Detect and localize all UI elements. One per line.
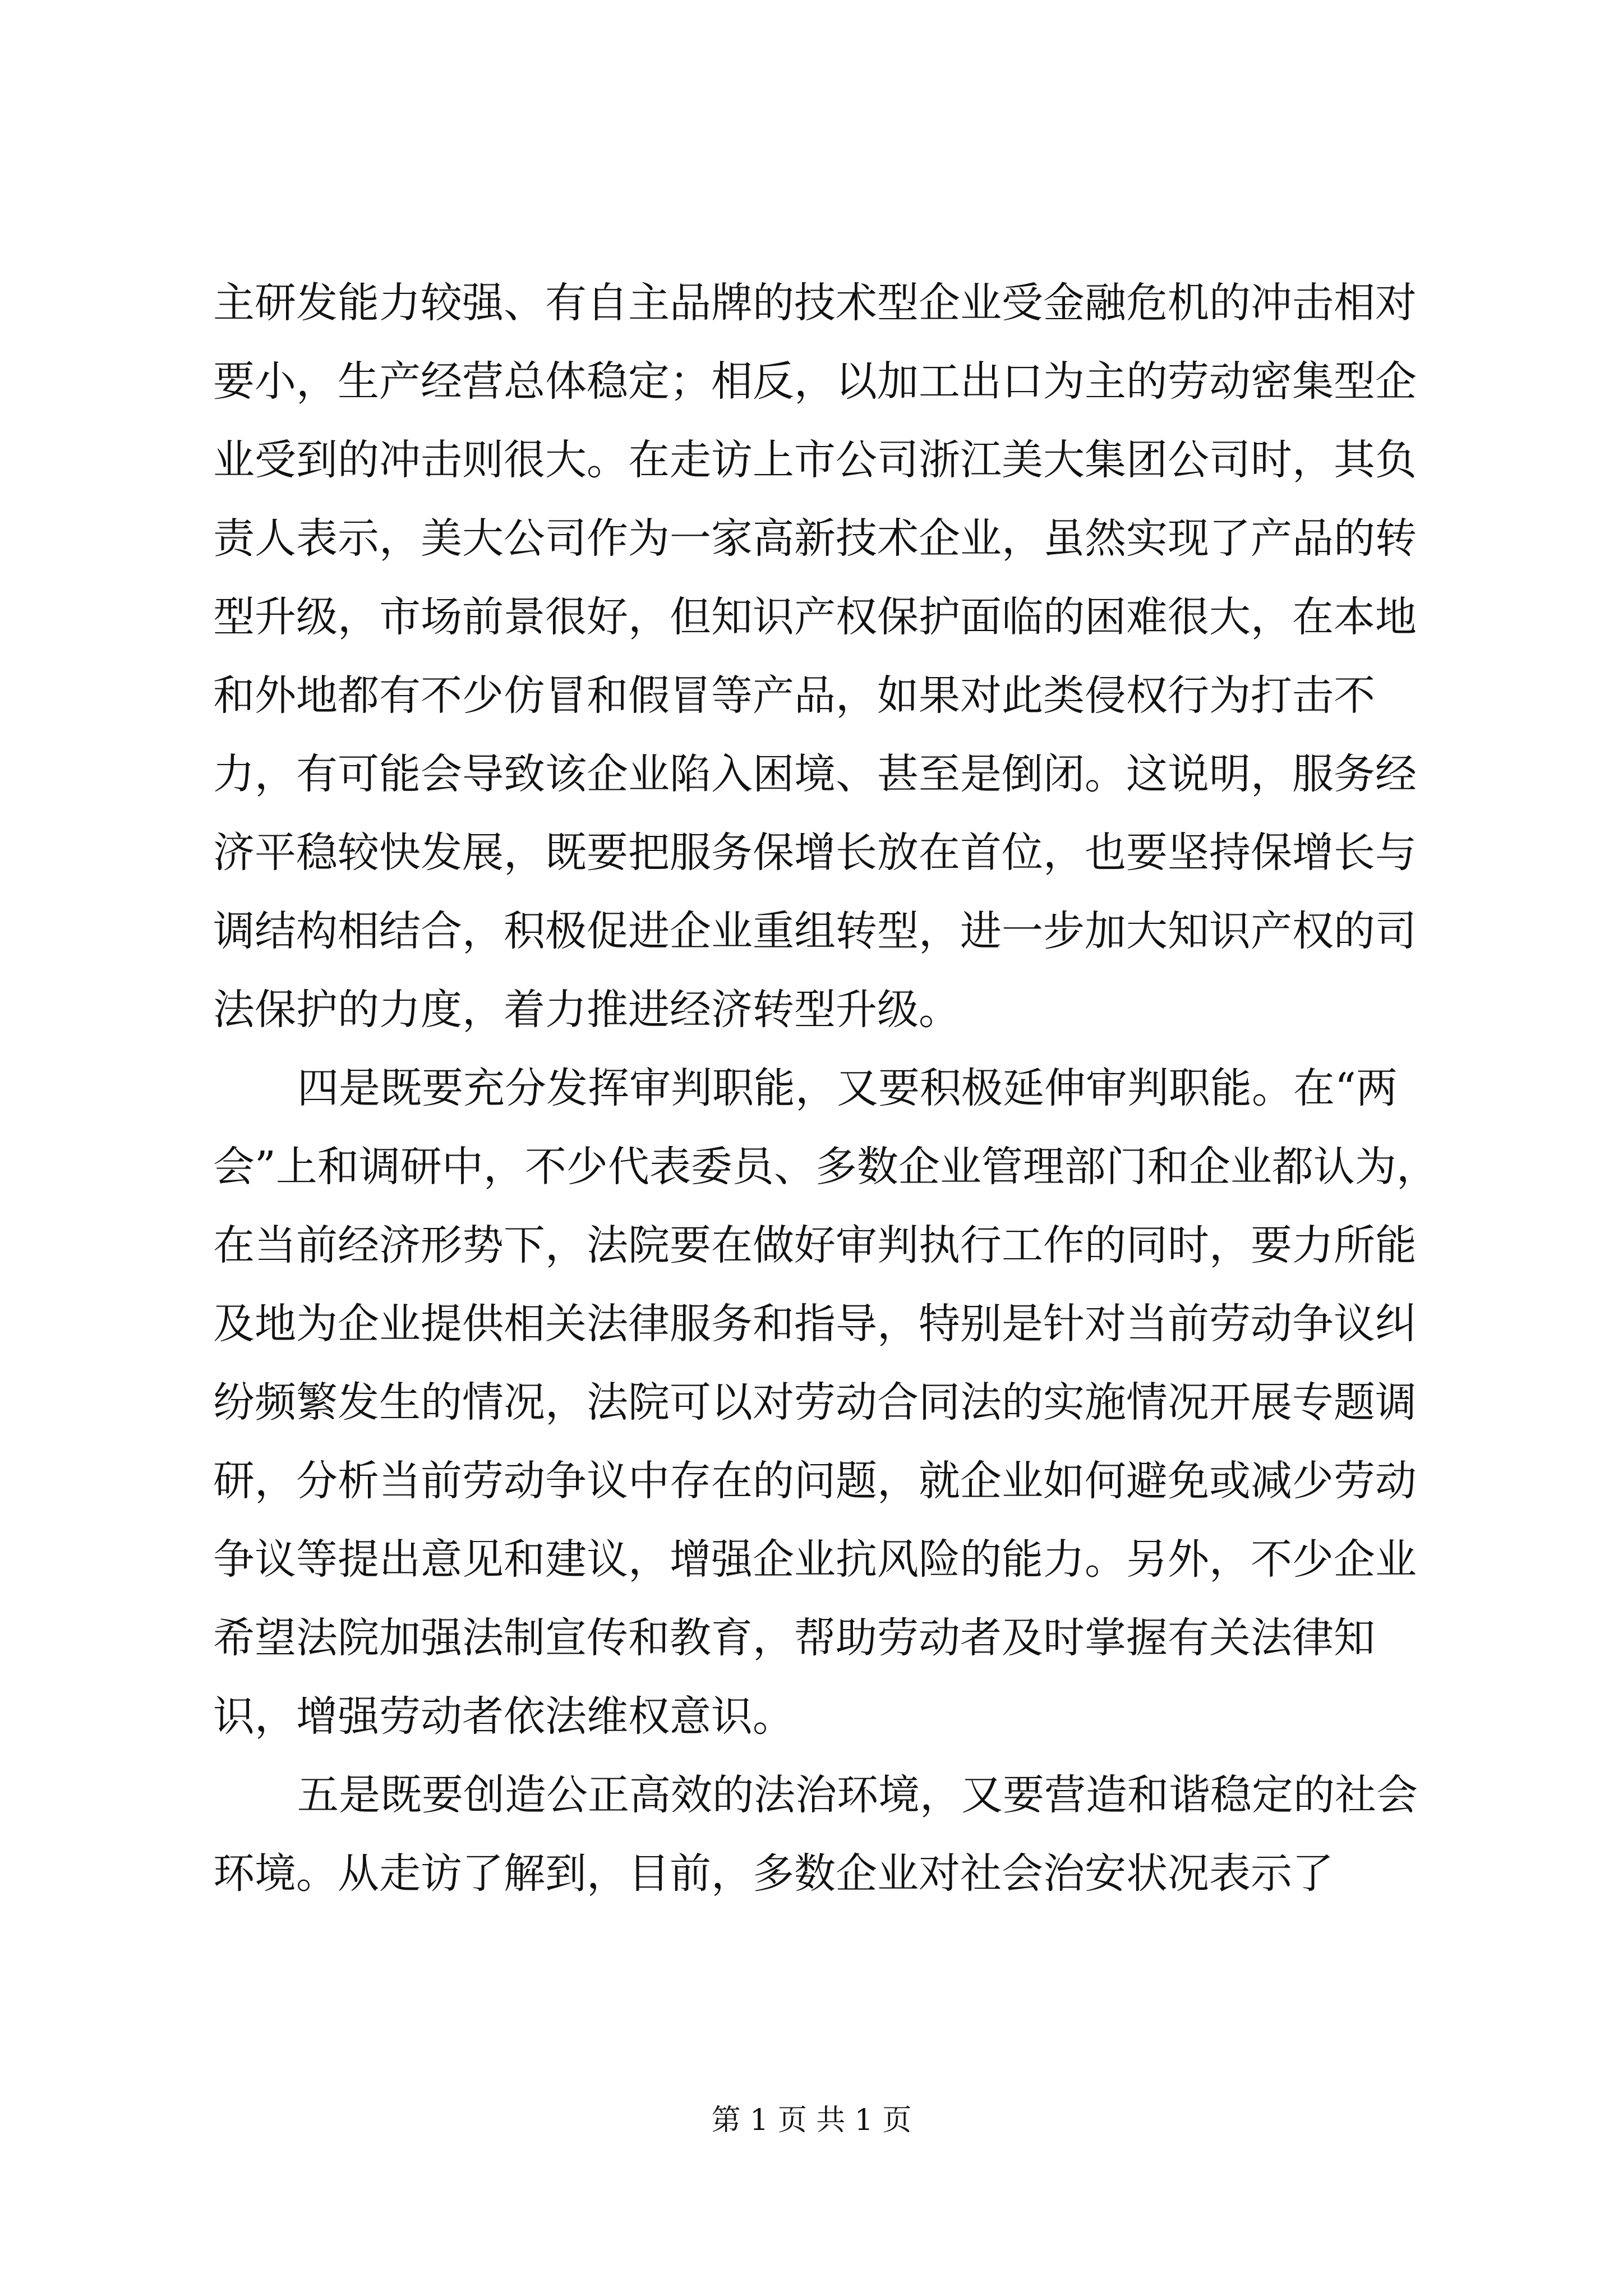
paragraph-1: 主研发能力较强、有自主品牌的技术型企业受金融危机的冲击相对要小，生产经营总体稳定；相反，以加工出口为主的劳动密集型企业受到的冲击则很大。在走访上市公司浙江美大集团公司时，其负责人表示，美大公司作为一家高新技术企业，虽然实现了产品的转型升级，市场前景很好，但知识产权保护面临的困难很大，在本地和外地都有不少仿冒和假冒等产品，如果对此类侵权行为打击不力，有可能会导致该企业陷入困境、甚至是倒闭。这说明，服务经济平稳较快发展，既要把服务保增长放在首位，也要坚持保增长与调结构相结合，积极促进企业重组转型，进一步加大知识产权的司法保护的力度，着力推进经济转型升级。 [213, 279, 1417, 1034]
page-footer: 第 1 页 共 1 页 [711, 2104, 912, 2137]
paragraph-3: 五是既要创造公正高效的法治环境，又要营造和谐稳定的社会环境。从走访了解到，目前，多数企业对社会治安状况表示了 [213, 1771, 1418, 1898]
paragraph-2: 四是既要充分发挥审判职能，又要积极延伸审判职能。在“两会”上和调研中，不少代表委员、多数企业管理部门和企业都认为，在当前经济形势下，法院要在做好审判执行工作的同时，要力所能及地为企业提供相关法律服务和指导，特别是针对当前劳动争议纠纷频繁发生的情况，法院可以对劳动合同法的实施情况开展专题调研，分析当前劳动争议中存在的问题，就企业如何避免或减少劳动争议等提出意见和建议，增强企业抗风险的能力。另外，不少企业希望法院加强法制宣传和教育，帮助劳动者及时掌握有关法律知识，增强劳动者依法维权意识。 [213, 1064, 1438, 1741]
document-body [213, 264, 1455, 1913]
